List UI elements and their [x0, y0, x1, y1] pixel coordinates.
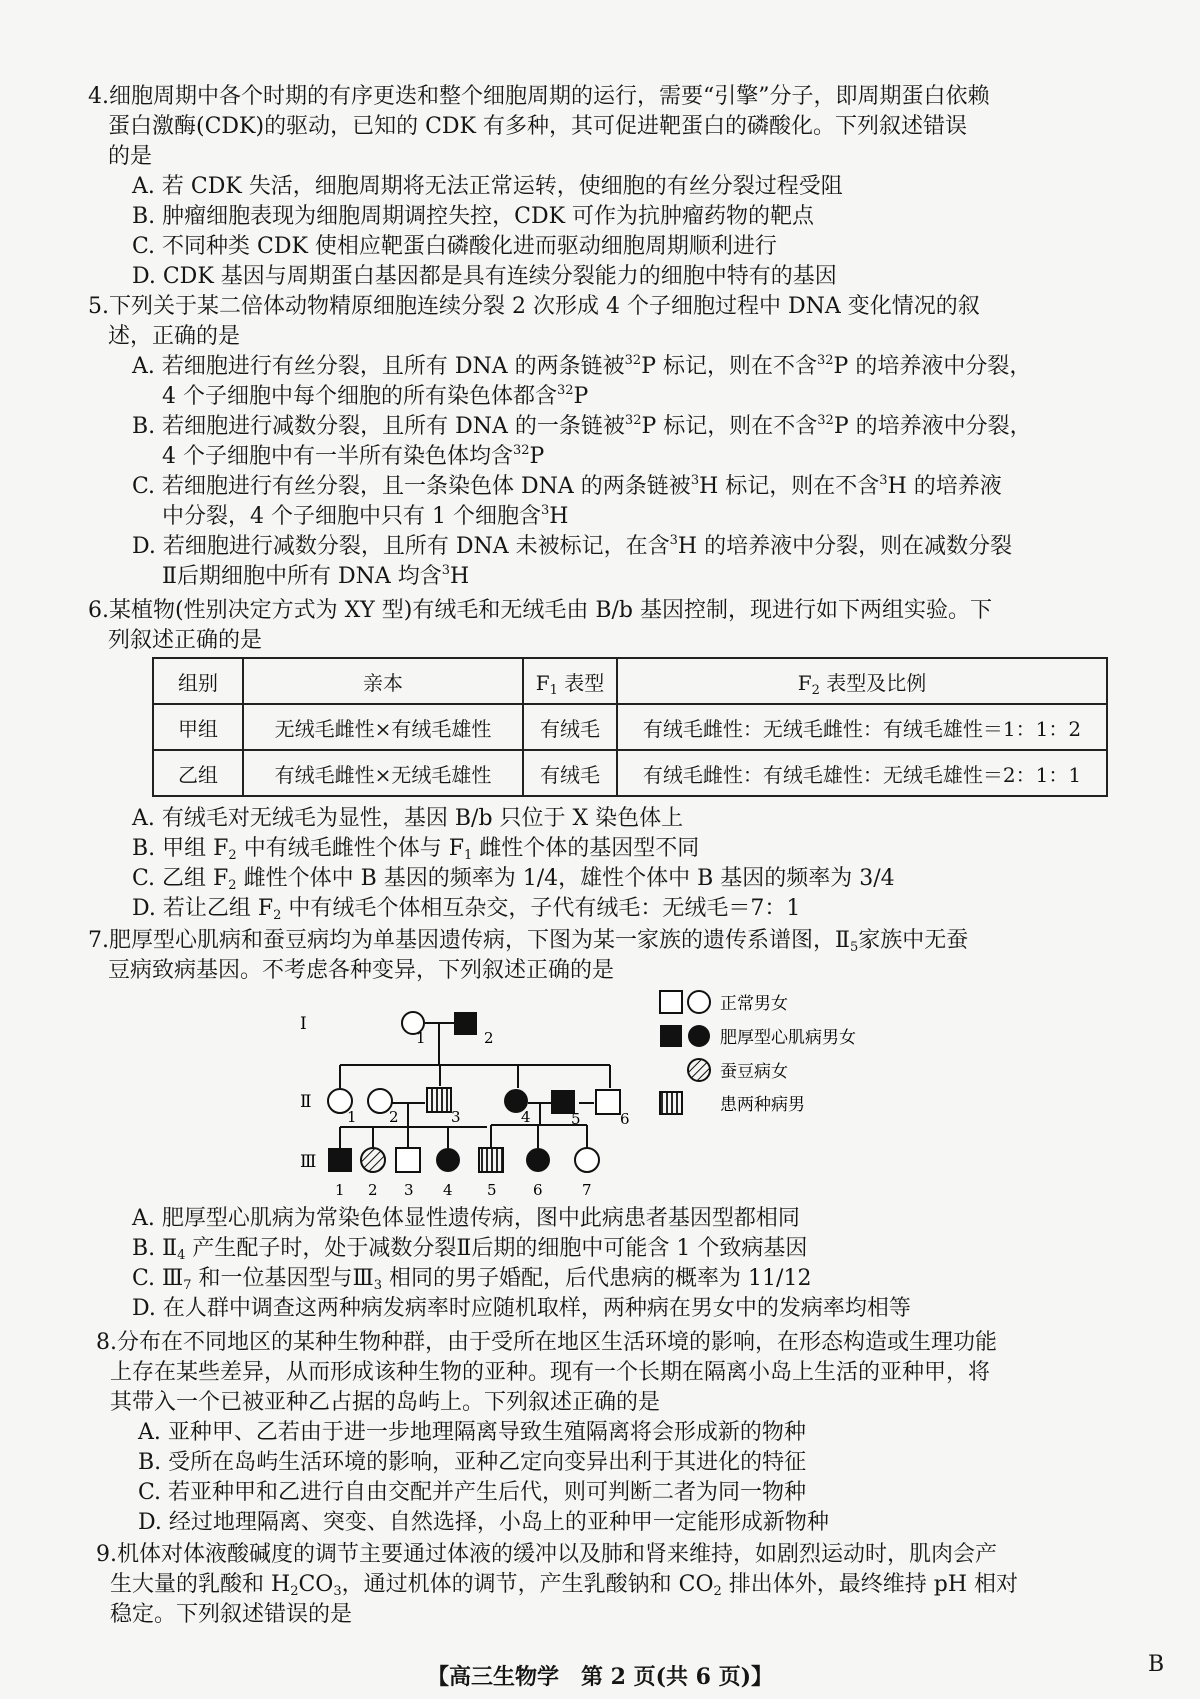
pedigree-chart [300, 985, 980, 1200]
q9-stem-line2: 生大量的乳酸和 $H_2CO_3$，通过机体的调节，产生乳酸钠和 $CO_2$ 排出体外，最终维持 pH 相对 [110, 1572, 1019, 1599]
q7-option-c: C. $Ⅲ_7$ 和一位基因型与$Ⅲ_3$ 相同的男子婚配，后代患病的概率为 11/12 [132, 1266, 812, 1293]
table-cell: 有绒毛雌性：有绒毛雄性：无绒毛雄性＝2：1：1 [617, 750, 1107, 796]
q8-stem-line1: 8.分布在不同地区的某种生物种群，由于受所在地区生活环境的影响，在形态构造或生理功能 [96, 1330, 997, 1355]
q6-option-a: A. 有绒毛对无绒毛为显性，基因 B/b 只位于 X 染色体上 [132, 806, 684, 831]
q4-stem-line1: 4.细胞周期中各个时期的有序更迭和整个细胞周期的运行，需要“引擎”分子，即周期蛋白依赖 [88, 84, 990, 109]
table-row [153, 704, 1107, 750]
pedigree-II-3-both-diseases-male [427, 1088, 451, 1112]
legend-normal: 正常男女 [720, 994, 788, 1014]
individual-number: 4 [521, 1108, 531, 1126]
legend-cardiomyopathy-male-symbol [660, 1025, 682, 1047]
q4-option-d: D. CDK 基因与周期蛋白基因都是具有连续分裂能力的细胞中特有的基因 [132, 264, 837, 289]
table-cell: 有绒毛雌性×无绒毛雄性 [243, 750, 523, 796]
individual-number: 5 [571, 1110, 581, 1128]
table-cell: 甲组 [153, 704, 243, 750]
q5-option-a-line1: A. 若细胞进行有丝分裂，且所有 DNA 的两条链被$^{32}$P 标记，则在不含$^{32}$P 的培养液中分裂， [132, 353, 1032, 379]
legend-normal-female-symbol [688, 991, 710, 1013]
q4-option-a: A. 若 CDK 失活，细胞周期将无法正常运转，使细胞的有丝分裂过程受阻 [132, 174, 843, 199]
pedigree-III-1-cardiomyopathy-male [328, 1148, 352, 1172]
q4-stem-line2: 蛋白激酶(CDK)的驱动，已知的 CDK 有多种，其可促进靶蛋白的磷酸化。下列叙述错误 [108, 114, 967, 139]
q8-option-c: C. 若亚种甲和乙进行自由交配并产生后代，则可判断二者为同一物种 [138, 1480, 807, 1505]
q6-option-b: B. 甲组 $F_2$ 中有绒毛雌性个体与 $F_1$ 雌性个体的基因型不同 [132, 836, 700, 863]
individual-number: 7 [582, 1181, 592, 1199]
header-parents: 亲本 [243, 658, 523, 704]
individual-number: 5 [487, 1181, 497, 1199]
legend-both-diseases-male-symbol [660, 1092, 682, 1114]
table-cell: 有绒毛 [523, 750, 617, 796]
page-footer: 【高三生物学 第 2 页(共 6 页)】 [426, 1664, 774, 1690]
pedigree-II-6-normal-male [596, 1090, 620, 1114]
pedigree-III-5-both-diseases-male [479, 1148, 503, 1172]
genetics-cross-table [152, 657, 1108, 797]
q7-stem-line1: 7.肥厚型心肌病和蚕豆病均为单基因遗传病，下图为某一家族的遗传系谱图，$Ⅱ_5$家族中无蚕 [88, 928, 969, 955]
individual-number: 4 [443, 1181, 453, 1199]
q5-stem-line1: 5.下列关于某二倍体动物精原细胞连续分裂 2 次形成 4 个子细胞过程中 DNA 变化情况的叙 [88, 294, 980, 319]
q7-stem-line2: 豆病致病基因。不考虑各种变异，下列叙述正确的是 [108, 958, 615, 983]
table-row [153, 750, 1107, 796]
individual-number: 2 [368, 1181, 378, 1199]
header-group: 组别 [153, 658, 243, 704]
generation-label: Ⅱ [300, 1092, 312, 1112]
generation-label: Ⅲ [300, 1152, 317, 1172]
pedigree-I-2-cardiomyopathy-male [454, 1012, 477, 1035]
individual-number: 3 [404, 1181, 414, 1199]
q9-stem-line3: 稳定。下列叙述错误的是 [110, 1602, 353, 1627]
legend-cardiomyopathy-female-symbol [688, 1025, 710, 1047]
pedigree-III-6-cardiomyopathy-female [526, 1148, 550, 1172]
legend-favism-female-symbol [688, 1059, 710, 1081]
table-cell: 有绒毛雌性：无绒毛雌性：有绒毛雄性＝1：1：2 [617, 704, 1107, 750]
legend-both-diseases: 患两种病男 [720, 1095, 805, 1115]
q4-option-c: C. 不同种类 CDK 使相应靶蛋白磷酸化进而驱动细胞周期顺利进行 [132, 234, 777, 259]
q7-option-a: A. 肥厚型心肌病为常染色体显性遗传病，图中此病患者基因型都相同 [132, 1206, 800, 1231]
q5-option-b-line1: B. 若细胞进行减数分裂，且所有 DNA 的一条链被$^{32}$P 标记，则在不含$^{32}$P 的培养液中分裂， [132, 413, 1032, 439]
q5-option-a-line2: 4 个子细胞中每个细胞的所有染色体都含$^{32}$P [162, 383, 589, 409]
q9-stem-line1: 9.机体对体液酸碱度的调节主要通过体液的缓冲以及肺和肾来维持，如剧烈运动时，肌肉会产 [96, 1542, 997, 1567]
legend-cardiomyopathy: 肥厚型心肌病男女 [720, 1028, 856, 1048]
q6-option-c: C. 乙组 $F_2$ 雌性个体中 B 基因的频率为 1/4，雄性个体中 B 基因的频率为 3/4 [132, 866, 895, 893]
individual-number: 1 [347, 1108, 357, 1126]
individual-number: 3 [451, 1108, 461, 1126]
q8-option-d: D. 经过地理隔离、突变、自然选择，小岛上的亚种甲一定能形成新物种 [138, 1510, 829, 1535]
header-f1: $F_1$ 表型 [523, 658, 617, 704]
individual-number: 6 [620, 1110, 630, 1128]
individual-number: 2 [389, 1108, 399, 1126]
generation-label: Ⅰ [300, 1014, 307, 1034]
q8-option-a: A. 亚种甲、乙若由于进一步地理隔离导致生殖隔离将会形成新的物种 [138, 1420, 806, 1445]
q6-option-d: D. 若让乙组 $F_2$ 中有绒毛个体相互杂交，子代有绒毛：无绒毛＝7：1 [132, 896, 801, 923]
table-header-row [153, 658, 1107, 704]
q8-stem-line2: 上存在某些差异，从而形成该种生物的亚种。现有一个长期在隔离小岛上生活的亚种甲，将 [110, 1360, 991, 1385]
q5-option-c-line2: 中分裂，4 个子细胞中只有 1 个细胞含$^3$H [162, 503, 569, 529]
q4-option-b: B. 肿瘤细胞表现为细胞周期调控失控，CDK 可作为抗肿瘤药物的靶点 [132, 204, 815, 229]
q4-stem-line3: 的是 [108, 144, 153, 169]
pedigree-III-2-favism-female [361, 1148, 385, 1172]
q5-option-c-line1: C. 若细胞进行有丝分裂，且一条染色体 DNA 的两条链被$^3$H 标记，则在不含$^3$H 的培养液 [132, 473, 1002, 499]
q8-option-b: B. 受所在岛屿生活环境的影响，亚种乙定向变异出利于其进化的特征 [138, 1450, 807, 1475]
q5-option-b-line2: 4 个子细胞中有一半所有染色体均含$^{32}$P [162, 443, 545, 469]
individual-number: 1 [416, 1029, 426, 1047]
q5-option-d-line2: Ⅱ后期细胞中所有 DNA 均含$^3$H [162, 563, 470, 589]
legend-normal-male-symbol [660, 991, 682, 1013]
pedigree-III-3-normal-male [396, 1148, 420, 1172]
legend-favism: 蚕豆病女 [720, 1062, 788, 1082]
individual-number: 2 [484, 1029, 494, 1047]
q6-stem-line1: 6.某植物(性别决定方式为 XY 型)有绒毛和无绒毛由 B/b 基因控制，现进行如下两组实验。下 [88, 598, 992, 623]
q7-option-d: D. 在人群中调查这两种病发病率时应随机取样，两种病在男女中的发病率均相等 [132, 1296, 911, 1321]
q5-option-d-line1: D. 若细胞进行减数分裂，且所有 DNA 未被标记，在含$^3$H 的培养液中分裂，则在减数分裂 [132, 533, 1013, 559]
header-f2: $F_2$ 表型及比例 [617, 658, 1107, 704]
table-cell: 乙组 [153, 750, 243, 796]
q8-stem-line3: 其带入一个已被亚种乙占据的岛屿上。下列叙述正确的是 [110, 1390, 661, 1415]
pedigree-III-4-cardiomyopathy-female [436, 1148, 460, 1172]
q6-stem-line2: 列叙述正确的是 [108, 628, 263, 653]
pedigree-III-7-normal-female [575, 1148, 599, 1172]
q7-option-b: B. $Ⅱ_4$ 产生配子时，处于减数分裂Ⅱ后期的细胞中可能含 1 个致病基因 [132, 1236, 808, 1263]
table-cell: 有绒毛 [523, 704, 617, 750]
q5-stem-line2: 述，正确的是 [108, 324, 241, 349]
individual-number: 6 [533, 1181, 543, 1199]
paper-version-letter: B [1148, 1652, 1165, 1677]
table-cell: 无绒毛雌性×有绒毛雄性 [243, 704, 523, 750]
individual-number: 1 [335, 1181, 345, 1199]
